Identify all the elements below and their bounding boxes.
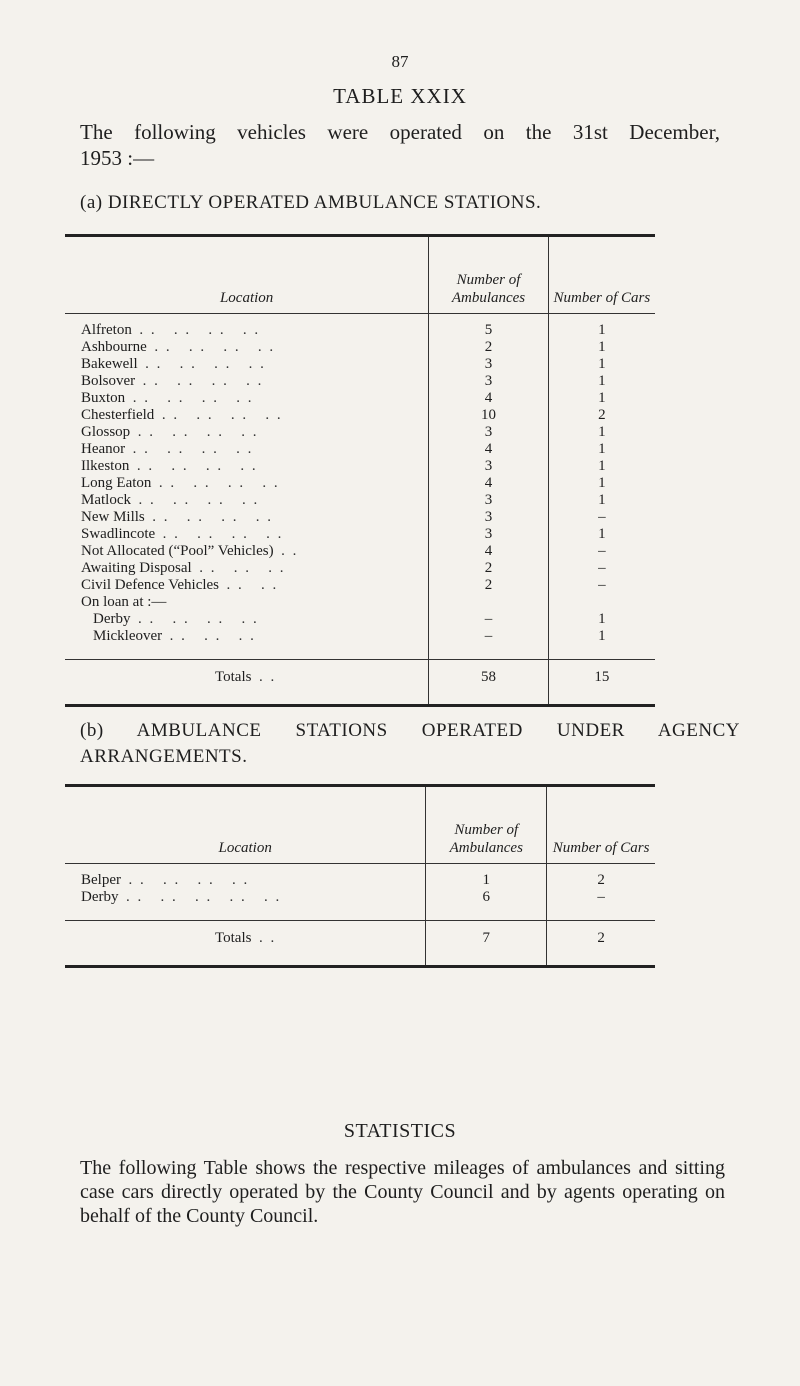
table-row <box>65 889 655 921</box>
cell-cars: 1 <box>548 492 655 509</box>
cell-location: Mickleover . . . . . . <box>93 628 256 644</box>
intro-line-1: The following vehicles were operated on the 31st December, <box>80 120 720 144</box>
cell-cars: 2 <box>547 864 655 890</box>
cell-cars <box>548 594 655 611</box>
table-row <box>65 526 655 543</box>
table-row <box>65 628 655 660</box>
cell-cars: – <box>548 577 655 594</box>
header-cars: Number of Cars <box>547 786 655 864</box>
table-row <box>65 339 655 356</box>
table-agency-arrangements <box>65 784 655 968</box>
table-row <box>65 356 655 373</box>
cell-location: Civil Defence Vehicles . . . . <box>81 577 279 593</box>
cell-cars: 1 <box>548 628 655 660</box>
totals-ambulances: 7 <box>426 921 547 967</box>
cell-ambulances: 5 <box>429 314 549 340</box>
header-ambulances: Number of Ambulances <box>429 236 549 314</box>
cell-cars: 2 <box>548 407 655 424</box>
cell-location: Ashbourne . . . . . . . . <box>81 339 276 355</box>
cell-location: Not Allocated (“Pool” Vehicles) . . <box>81 543 299 559</box>
table-row <box>65 441 655 458</box>
table-row <box>65 611 655 628</box>
cell-ambulances: 3 <box>429 356 549 373</box>
table-a-header-row <box>65 236 655 314</box>
cell-cars: 1 <box>548 373 655 390</box>
table-b-totals-row <box>65 921 655 967</box>
table-row <box>65 314 655 340</box>
cell-ambulances: 4 <box>429 543 549 560</box>
table-a-totals-row <box>65 660 655 706</box>
cell-location: Swadlincote . . . . . . . . <box>81 526 284 542</box>
table-row <box>65 594 655 611</box>
section-b-heading: (b) AMBULANCE STATIONS OPERATED UNDER AGENCY ARRANGEMENTS. <box>80 720 740 767</box>
cell-ambulances: 4 <box>429 441 549 458</box>
cell-ambulances: 6 <box>426 889 547 921</box>
table-b-header-row <box>65 786 655 864</box>
section-a-heading: (a) DIRECTLY OPERATED AMBULANCE STATIONS. <box>80 192 542 213</box>
page-number: 87 <box>391 52 409 71</box>
cell-location: Buxton . . . . . . . . <box>81 390 254 406</box>
cell-ambulances: 10 <box>429 407 549 424</box>
cell-cars: – <box>547 889 655 921</box>
cell-location: Derby . . . . . . . . <box>93 611 259 627</box>
totals-label: Totals . . <box>215 669 277 685</box>
cell-ambulances: 4 <box>429 475 549 492</box>
header-ambulances: Number of Ambulances <box>426 786 547 864</box>
cell-ambulances: 3 <box>429 424 549 441</box>
cell-ambulances: – <box>429 628 549 660</box>
cell-cars: 1 <box>548 314 655 340</box>
table-row <box>65 458 655 475</box>
table-a-body <box>65 314 655 660</box>
cell-location: Alfreton . . . . . . . . <box>81 322 261 338</box>
totals-ambulances: 58 <box>429 660 549 706</box>
cell-cars: – <box>548 543 655 560</box>
cell-location: Belper . . . . . . . . <box>81 872 250 888</box>
cell-cars: 1 <box>548 356 655 373</box>
cell-cars: – <box>548 509 655 526</box>
table-b-body <box>65 864 655 921</box>
cell-location: Glossop . . . . . . . . <box>81 424 259 440</box>
cell-ambulances: 4 <box>429 390 549 407</box>
table-row <box>65 543 655 560</box>
cell-location: Chesterfield . . . . . . . . <box>81 407 283 423</box>
header-cars: Number of Cars <box>548 236 655 314</box>
header-location: Location <box>65 786 426 864</box>
table-row <box>65 390 655 407</box>
cell-location: Ilkeston . . . . . . . . <box>81 458 258 474</box>
table-row <box>65 864 655 890</box>
intro-line-2: 1953 :— <box>80 146 155 170</box>
table-row <box>65 424 655 441</box>
cell-ambulances: 2 <box>429 560 549 577</box>
table-row <box>65 492 655 509</box>
cell-cars: 1 <box>548 424 655 441</box>
header-location: Location <box>65 236 429 314</box>
cell-cars: 1 <box>548 611 655 628</box>
totals-label: Totals . . <box>215 930 277 946</box>
table-row <box>65 407 655 424</box>
cell-cars: 1 <box>548 390 655 407</box>
cell-cars: 1 <box>548 475 655 492</box>
cell-ambulances: 3 <box>429 373 549 390</box>
cell-ambulances <box>429 594 549 611</box>
cell-ambulances: 3 <box>429 492 549 509</box>
cell-ambulances: 3 <box>429 509 549 526</box>
table-row <box>65 509 655 526</box>
cell-ambulances: 1 <box>426 864 547 890</box>
table-directly-operated <box>65 234 655 707</box>
cell-location: Derby . . . . . . . . . . <box>81 889 282 905</box>
table-row <box>65 373 655 390</box>
table-row <box>65 475 655 492</box>
cell-location: Awaiting Disposal . . . . . . <box>81 560 286 576</box>
table-row <box>65 560 655 577</box>
cell-location: Long Eaton . . . . . . . . <box>81 475 280 491</box>
totals-cars: 2 <box>547 921 655 967</box>
cell-location: Heanor . . . . . . . . <box>81 441 254 457</box>
statistics-heading: STATISTICS <box>343 1120 457 1142</box>
cell-location: Bakewell . . . . . . . . <box>81 356 266 372</box>
table-row <box>65 577 655 594</box>
cell-location: Bolsover . . . . . . . . <box>81 373 264 389</box>
cell-ambulances: – <box>429 611 549 628</box>
cell-ambulances: 2 <box>429 339 549 356</box>
statistics-text: The following Table shows the respective mileages of ambulances and sitting case cars directly operated by the County Council and by agents operating on behalf of the County Council. <box>80 1157 725 1227</box>
cell-cars: – <box>548 560 655 577</box>
cell-ambulances: 2 <box>429 577 549 594</box>
cell-cars: 1 <box>548 339 655 356</box>
cell-location: Matlock . . . . . . . . <box>81 492 260 508</box>
cell-cars: 1 <box>548 458 655 475</box>
cell-location: New Mills . . . . . . . . <box>81 509 273 525</box>
totals-cars: 15 <box>548 660 655 706</box>
cell-ambulances: 3 <box>429 458 549 475</box>
cell-cars: 1 <box>548 526 655 543</box>
cell-ambulances: 3 <box>429 526 549 543</box>
cell-location: On loan at :— <box>81 594 167 610</box>
table-title: TABLE XXIX <box>333 84 467 108</box>
cell-cars: 1 <box>548 441 655 458</box>
